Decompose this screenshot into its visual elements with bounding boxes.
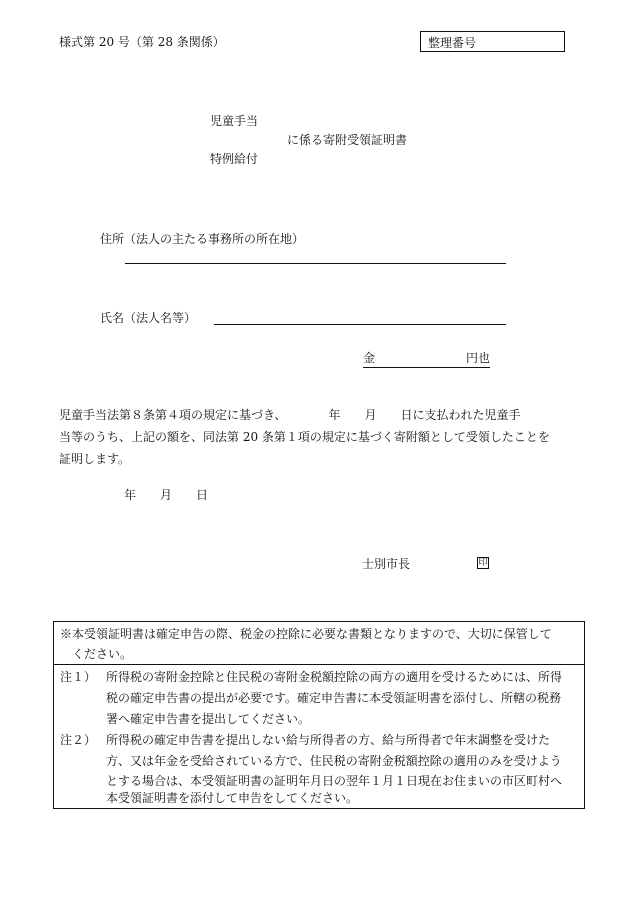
amount-field[interactable] bbox=[363, 352, 490, 368]
body-text-line-2: 当等のうち、上記の額を、同法第 20 条第１項の規定に基づく寄附額として受領したことを bbox=[59, 430, 550, 444]
note-2-line-4: 本受領証明書を添付して申告をしてください。 bbox=[106, 791, 359, 805]
title-line-child-allowance: 児童手当 bbox=[210, 114, 259, 128]
note-1-line-2: 税の確定申告書の提出が必要です。確定申告書に本受領証明書を添付し、所轄の税務 bbox=[106, 691, 562, 705]
mayor-signature: 士別市長 bbox=[362, 557, 411, 571]
address-field-line[interactable] bbox=[125, 263, 506, 264]
note-2-line-2: 方、又は年金を受給されている方で、住民税の寄附金税額控除の適用のみを受けよう bbox=[106, 754, 562, 768]
note-1-line-1: 所得税の寄附金控除と住民税の寄附金税額控除の両方の適用を受けるためには、所得 bbox=[106, 670, 563, 684]
form-number: 様式第 20 号（第 28 条関係） bbox=[59, 35, 225, 49]
title-line-special-benefit: 特例給付 bbox=[210, 152, 259, 166]
note-2-line-3: とする場合は、本受領証明書の証明年月日の翌年１月１日現在お住まいの市区町村へ bbox=[106, 774, 563, 788]
note-1-line-3: 署へ確定申告書を提出してください。 bbox=[106, 712, 311, 726]
address-label: 住所（法人の主たる事務所の所在地） bbox=[100, 232, 305, 246]
name-label: 氏名（法人名等） bbox=[100, 311, 197, 325]
amount-prefix: 金 bbox=[363, 351, 376, 365]
note-2-line-1: 所得税の確定申告書を提出しない給与所得者の方、給与所得者で年末調整を受けた bbox=[106, 733, 551, 747]
notice-line-1: ※本受領証明書は確定申告の際、税金の控除に必要な書類となりますので、大切に保管して bbox=[60, 627, 552, 641]
body-text-line-3: 証明します。 bbox=[59, 452, 131, 466]
note-2-label: 注２） bbox=[60, 733, 97, 747]
body-text-line-1: 児童手当法第８条第４項の規定に基づき、 年 月 日に支払われた児童手 bbox=[59, 408, 521, 422]
title-line-main: に係る寄附受領証明書 bbox=[287, 133, 408, 147]
notice-line-2: ください。 bbox=[72, 647, 133, 661]
notes-divider bbox=[54, 664, 584, 665]
seal-icon: 印 bbox=[478, 558, 488, 568]
reference-number-label: 整理番号 bbox=[428, 36, 477, 50]
certification-date: 年 月 日 bbox=[124, 488, 209, 502]
name-field-line[interactable] bbox=[214, 324, 506, 325]
amount-suffix: 円也 bbox=[465, 351, 490, 365]
reference-number-box[interactable] bbox=[420, 31, 565, 52]
note-1-label: 注１） bbox=[60, 670, 97, 684]
notes-box bbox=[53, 621, 585, 809]
